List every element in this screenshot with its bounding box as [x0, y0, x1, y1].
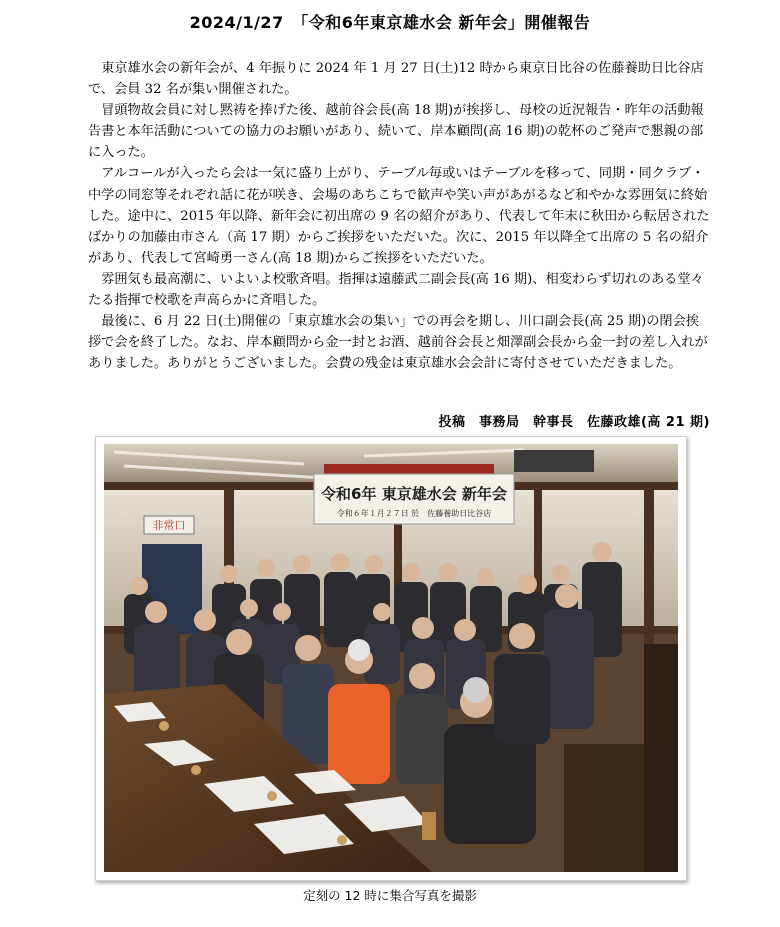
group-photo: [104, 444, 678, 872]
paragraph: 最後に、6 月 22 日(土)開催の「東京雄水会の集い」での再会を期し、川口副会長(高 25 期)の閉会挨拶で会を終了した。なお、岸本顧問から金一封とお酒、越前谷会長と畑澤副会長から金一封の差し入れがありました。ありがとうございました。会費の残金は東京雄水会会計に寄付させていただきました。: [88, 314, 708, 372]
banner-subtitle: 令和６年１月２７日 於 佐藤養助日比谷店: [336, 509, 492, 518]
paragraph: 東京雄水会の新年会が、4 年振りに 2024 年 1 月 27 日(土)12 時から東京日比谷の佐藤養助日比谷店で、会員 32 名が集い開催された。: [88, 61, 704, 98]
paragraph: 雰囲気も最高潮に、いよいよ校歌斉唱。指揮は遠藤武二副会長(高 16 期)、相変わらず切れのある堂々たる指揮で校歌を声高らかに斉唱した。: [88, 271, 704, 309]
author-byline: 投稿 事務局 幹事長 佐藤政雄(高 21 期): [438, 415, 710, 430]
paragraph: 冒頭物故会員に対し黙祷を捧げた後、越前谷会長(高 18 期)が挨拶し、母校の近況報告・昨年の活動報告書と本年活動についての協力のお願いがあり、続いて、岸本顧問(高 16 期)の乾杯のご発声で懇親の部に入った。: [88, 103, 704, 161]
photo-caption: 定刻の 12 時に集合写真を撮影: [303, 888, 477, 903]
page-title: 2024/1/27 「令和6年東京雄水会 新年会」開催報告: [189, 13, 591, 32]
banner-title: 令和6年 東京雄水会 新年会: [321, 485, 507, 503]
report-body: [88, 58, 710, 374]
exit-sign: 非常口: [152, 519, 186, 532]
group-photo-frame: [95, 436, 687, 881]
paragraph: アルコールが入ったら会は一気に盛り上がり、テーブル毎或いはテーブルを移って、同期・同クラブ・中学の同窓等それぞれ話に花が咲き、会場のあちこちで歓声や笑い声があがるなど和やかな雰囲気に終始した。途中に、2015 年以降、新年会に初出席の 9 名の紹介があり、代表して年末に秋田から転居されたばかりの加藤由市さん（高 17 期）からご挨拶をいただいた。次に、2015 年以降全て出席の 5 名の紹介があり、代表して宮崎勇一さん(高 18 期)からご挨拶をいただいた。: [88, 166, 710, 266]
